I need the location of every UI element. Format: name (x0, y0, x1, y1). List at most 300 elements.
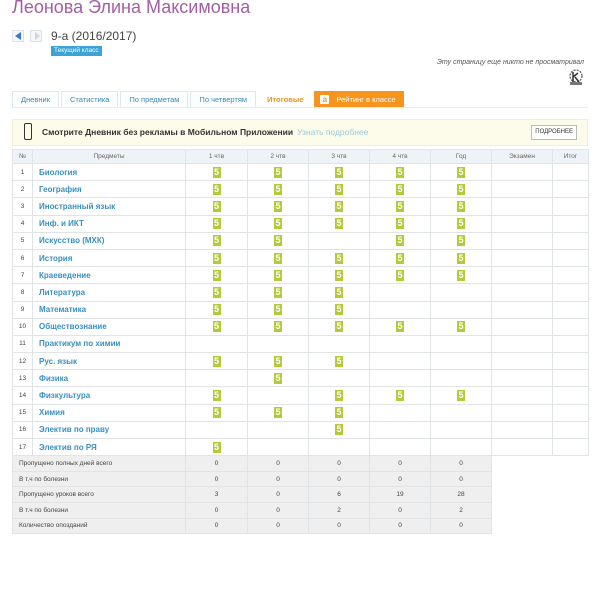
grade-mark[interactable]: 5 (275, 252, 281, 263)
learn-more-link[interactable]: Узнать подробнее (297, 127, 369, 137)
grade-cell (492, 370, 553, 387)
subject-link[interactable]: Искусство (МХК) (33, 232, 186, 249)
grade-cell (309, 198, 370, 215)
grade-cell (370, 353, 431, 370)
grade-mark[interactable]: 5 (397, 235, 403, 246)
table-row (13, 249, 589, 266)
summary-value: 0 (431, 471, 492, 487)
row-number: 7 (13, 267, 33, 284)
grade-cell (431, 370, 492, 387)
subject-link[interactable]: Практикум по химии (33, 335, 186, 352)
grade-cell (370, 370, 431, 387)
grade-mark[interactable]: 5 (458, 390, 464, 401)
table-row (13, 164, 589, 181)
grade-cell (553, 267, 589, 284)
col-header-q2: 2 чтв (248, 150, 309, 164)
grade-cell (370, 439, 431, 456)
grade-mark[interactable]: 5 (275, 304, 281, 315)
grade-cell (186, 215, 248, 232)
grade-cell (248, 181, 309, 198)
grade-mark[interactable]: 5 (336, 286, 342, 297)
grade-mark[interactable]: 5 (397, 218, 403, 229)
grade-cell (248, 421, 309, 438)
grade-cell (431, 267, 492, 284)
summary-row (13, 487, 589, 503)
grade-cell (309, 421, 370, 438)
subject-link[interactable]: Краеведение (33, 267, 186, 284)
grade-cell (186, 404, 248, 421)
grade-mark[interactable]: 5 (213, 286, 219, 297)
table-header-row (13, 150, 589, 164)
grade-mark[interactable]: 5 (275, 372, 281, 383)
grade-mark[interactable]: 5 (458, 183, 464, 194)
grade-cell (553, 249, 589, 266)
grade-cell (186, 421, 248, 438)
current-class-badge: Текущий класс (51, 46, 102, 56)
grade-cell (186, 181, 248, 198)
grade-mark[interactable]: 5 (275, 235, 281, 246)
grade-cell (370, 284, 431, 301)
grade-cell (248, 198, 309, 215)
row-number: 15 (13, 404, 33, 421)
subject-link[interactable]: История (33, 249, 186, 266)
grade-cell (431, 318, 492, 335)
grade-mark[interactable]: 5 (336, 166, 342, 177)
grade-mark[interactable]: 5 (275, 355, 281, 366)
grade-cell (492, 284, 553, 301)
grade-cell (553, 404, 589, 421)
row-number: 9 (13, 301, 33, 318)
subject-link[interactable]: География (33, 181, 186, 198)
arrow-right-icon (35, 32, 40, 40)
grade-mark[interactable]: 5 (275, 286, 281, 297)
grade-mark[interactable]: 5 (458, 252, 464, 263)
grade-mark[interactable]: 5 (213, 407, 219, 418)
summary-value: 0 (186, 518, 248, 534)
summary-value: 0 (370, 471, 431, 487)
grade-cell (492, 249, 553, 266)
grade-cell (186, 284, 248, 301)
summary-value: 0 (431, 456, 492, 472)
grade-mark[interactable]: 5 (397, 200, 403, 211)
grade-cell (248, 249, 309, 266)
tab-statistics[interactable]: Статистика (61, 91, 118, 107)
summary-value: 6 (309, 487, 370, 503)
grade-cell (431, 353, 492, 370)
grade-cell (370, 387, 431, 404)
grade-mark[interactable]: 5 (336, 304, 342, 315)
subject-link[interactable]: Электив по праву (33, 421, 186, 438)
grade-cell (309, 335, 370, 352)
col-header-q1: 1 чтв (186, 150, 248, 164)
grade-cell (492, 335, 553, 352)
grade-cell (553, 284, 589, 301)
grade-cell (492, 232, 553, 249)
grade-cell (492, 353, 553, 370)
grade-cell (309, 404, 370, 421)
row-number: 1 (13, 164, 33, 181)
page-views-note: Эту страницу еще никто не просматривал (436, 59, 584, 66)
grade-cell (370, 335, 431, 352)
tab-by-subjects[interactable]: По предметам (120, 91, 188, 107)
grade-cell (248, 284, 309, 301)
summary-value: 0 (186, 502, 248, 518)
table-row (13, 404, 589, 421)
grade-cell (553, 232, 589, 249)
grade-cell (553, 215, 589, 232)
summary-value: 28 (431, 487, 492, 503)
grade-cell (370, 249, 431, 266)
col-header-final: Итог (553, 150, 589, 164)
grade-cell (248, 232, 309, 249)
row-number: 16 (13, 421, 33, 438)
table-row (13, 318, 589, 335)
empty-cell (492, 487, 553, 503)
summary-value: 0 (186, 456, 248, 472)
grade-mark[interactable]: 5 (336, 252, 342, 263)
grade-mark[interactable]: 5 (275, 321, 281, 332)
grade-cell (248, 335, 309, 352)
grade-cell (553, 370, 589, 387)
grade-cell (492, 301, 553, 318)
grade-mark[interactable]: 5 (336, 183, 342, 194)
table-row (13, 301, 589, 318)
summary-label: Пропущено уроков всего (13, 487, 186, 503)
table-row (13, 267, 589, 284)
grade-mark[interactable]: 5 (213, 200, 219, 211)
grade-cell (431, 164, 492, 181)
grade-cell (370, 181, 431, 198)
summary-value: 0 (248, 487, 309, 503)
row-number: 3 (13, 198, 33, 215)
col-header-subjects: Предметы (33, 150, 186, 164)
grade-mark[interactable]: 5 (336, 424, 342, 435)
table-row (13, 181, 589, 198)
grade-cell (492, 198, 553, 215)
grade-cell (492, 318, 553, 335)
grade-cell (370, 164, 431, 181)
empty-cell (553, 487, 589, 503)
grade-mark[interactable]: 5 (397, 390, 403, 401)
summary-value: 0 (248, 456, 309, 472)
empty-cell (553, 471, 589, 487)
grade-mark[interactable]: 5 (397, 269, 403, 280)
subject-link[interactable]: Инф. и ИКТ (33, 215, 186, 232)
subject-link[interactable]: Литература (33, 284, 186, 301)
summary-value: 0 (309, 456, 370, 472)
grade-cell (309, 284, 370, 301)
grade-mark[interactable]: 5 (213, 304, 219, 315)
grade-cell (492, 421, 553, 438)
arrow-left-icon (15, 32, 21, 40)
grade-mark[interactable]: 5 (275, 218, 281, 229)
grade-cell (248, 404, 309, 421)
grade-cell (248, 267, 309, 284)
grade-cell (186, 164, 248, 181)
empty-cell (553, 518, 589, 534)
grade-cell (186, 318, 248, 335)
stamp-icon (568, 68, 584, 86)
summary-value: 0 (248, 471, 309, 487)
grade-cell (309, 318, 370, 335)
grade-mark[interactable]: 5 (275, 269, 281, 280)
grade-cell (186, 335, 248, 352)
grade-cell (309, 164, 370, 181)
grade-cell (248, 164, 309, 181)
table-row (13, 370, 589, 387)
grade-mark[interactable]: 5 (213, 252, 219, 263)
summary-row (13, 502, 589, 518)
grade-cell (431, 249, 492, 266)
grade-mark[interactable]: 5 (336, 407, 342, 418)
grade-mark[interactable]: 5 (213, 218, 219, 229)
next-class-button[interactable] (30, 30, 42, 42)
grade-mark[interactable]: 5 (397, 321, 403, 332)
grade-cell (186, 301, 248, 318)
row-number: 12 (13, 353, 33, 370)
row-number: 4 (13, 215, 33, 232)
grade-cell (553, 439, 589, 456)
col-header-q4: 4 чтв (370, 150, 431, 164)
grade-cell (431, 421, 492, 438)
col-header-year: Год (431, 150, 492, 164)
table-row (13, 421, 589, 438)
grade-cell (492, 404, 553, 421)
grade-mark[interactable]: 5 (336, 269, 342, 280)
grade-mark[interactable]: 5 (336, 321, 342, 332)
grade-cell (309, 181, 370, 198)
summary-row (13, 471, 589, 487)
grade-cell (553, 198, 589, 215)
row-number: 17 (13, 439, 33, 456)
grade-cell (309, 439, 370, 456)
grade-mark[interactable]: 5 (336, 200, 342, 211)
row-number: 2 (13, 181, 33, 198)
grade-cell (553, 387, 589, 404)
grade-mark[interactable]: 5 (213, 269, 219, 280)
grade-mark[interactable]: 5 (458, 200, 464, 211)
grade-cell (553, 164, 589, 181)
grade-cell (370, 404, 431, 421)
grade-cell (431, 439, 492, 456)
grade-mark[interactable]: 5 (213, 390, 219, 401)
grade-mark[interactable]: 5 (336, 390, 342, 401)
row-number: 11 (13, 335, 33, 352)
summary-label: В т.ч по болезни (13, 502, 186, 518)
summary-label: Пропущено полных дней всего (13, 456, 186, 472)
grade-cell (186, 267, 248, 284)
grade-cell (431, 181, 492, 198)
grade-mark[interactable]: 5 (458, 166, 464, 177)
grade-cell (370, 232, 431, 249)
mobile-app-banner (12, 119, 588, 146)
table-row (13, 232, 589, 249)
banner-message: Смотрите Дневник без рекламы в Мобильном Приложении (42, 127, 294, 137)
col-header-exam: Экзамен (492, 150, 553, 164)
previous-class-button[interactable] (12, 30, 24, 42)
empty-cell (553, 502, 589, 518)
grade-cell (370, 267, 431, 284)
grade-mark[interactable]: 5 (336, 218, 342, 229)
summary-value: 0 (309, 518, 370, 534)
grade-mark[interactable]: 5 (213, 183, 219, 194)
grade-cell (186, 353, 248, 370)
grade-cell (248, 301, 309, 318)
empty-cell (492, 502, 553, 518)
grade-cell (309, 215, 370, 232)
grade-cell (553, 181, 589, 198)
grade-cell (248, 318, 309, 335)
tab-by-quarters[interactable]: По четвертям (190, 91, 256, 107)
grade-cell (309, 301, 370, 318)
subject-link[interactable]: Физкультура (33, 387, 186, 404)
grade-cell (248, 439, 309, 456)
banner-text (42, 127, 368, 137)
grade-cell (370, 215, 431, 232)
grade-mark[interactable]: 5 (458, 269, 464, 280)
grade-mark[interactable]: 5 (275, 183, 281, 194)
grade-cell (553, 318, 589, 335)
subject-link[interactable]: Обществознание (33, 318, 186, 335)
subject-link[interactable]: Электив по РЯ (33, 439, 186, 456)
tab-diary[interactable]: Дневник (12, 91, 59, 107)
grade-mark[interactable]: 5 (275, 407, 281, 418)
grade-mark[interactable]: 5 (275, 200, 281, 211)
empty-cell (492, 471, 553, 487)
grade-cell (309, 249, 370, 266)
grade-mark[interactable]: 5 (213, 321, 219, 332)
summary-value: 19 (370, 487, 431, 503)
table-row (13, 439, 589, 456)
subject-link[interactable]: Биология (33, 164, 186, 181)
grade-cell (431, 301, 492, 318)
grade-cell (370, 318, 431, 335)
grade-cell (431, 198, 492, 215)
grade-cell (492, 267, 553, 284)
subject-link[interactable]: Физика (33, 370, 186, 387)
summary-row (13, 518, 589, 534)
grades-table (12, 149, 589, 534)
grade-cell (553, 335, 589, 352)
summary-label: В т.ч по болезни (13, 471, 186, 487)
phone-icon (24, 123, 32, 140)
grade-mark[interactable]: 5 (213, 235, 219, 246)
tab-final[interactable]: Итоговые (258, 91, 312, 107)
row-number: 5 (13, 232, 33, 249)
grade-cell (431, 215, 492, 232)
grade-cell (370, 301, 431, 318)
grade-cell (186, 249, 248, 266)
empty-cell (553, 456, 589, 472)
grade-mark[interactable]: 5 (397, 166, 403, 177)
grade-cell (492, 215, 553, 232)
row-number: 14 (13, 387, 33, 404)
tab-class-rating[interactable] (314, 91, 403, 107)
grade-mark[interactable]: 5 (275, 166, 281, 177)
grade-mark[interactable]: 5 (397, 183, 403, 194)
grade-cell (553, 353, 589, 370)
grade-cell (309, 370, 370, 387)
grade-cell (431, 387, 492, 404)
summary-value: 2 (309, 502, 370, 518)
grade-cell (248, 215, 309, 232)
grade-mark[interactable]: 5 (397, 252, 403, 263)
grade-mark[interactable]: 5 (213, 355, 219, 366)
empty-cell (492, 518, 553, 534)
table-row (13, 198, 589, 215)
grade-cell (431, 335, 492, 352)
empty-cell (492, 456, 553, 472)
summary-value: 3 (186, 487, 248, 503)
grade-cell (186, 370, 248, 387)
grade-cell (309, 232, 370, 249)
table-row (13, 284, 589, 301)
grade-cell (248, 387, 309, 404)
summary-value: 0 (370, 518, 431, 534)
grade-cell (248, 370, 309, 387)
subject-link[interactable]: Рус. язык (33, 353, 186, 370)
grade-cell (492, 439, 553, 456)
summary-row (13, 456, 589, 472)
grade-mark[interactable]: 5 (213, 441, 219, 452)
class-name: 9-а (2016/2017) (51, 29, 137, 43)
grade-mark[interactable]: 5 (458, 218, 464, 229)
summary-value: 0 (431, 518, 492, 534)
subject-link[interactable]: Математика (33, 301, 186, 318)
grade-cell (431, 232, 492, 249)
col-header-number: № (13, 150, 33, 164)
grade-cell (309, 387, 370, 404)
more-details-button[interactable]: ПОДРОБНЕЕ (531, 125, 577, 140)
summary-label: Количество опозданий (13, 518, 186, 534)
summary-value: 2 (431, 502, 492, 518)
grade-cell (186, 439, 248, 456)
row-number: 13 (13, 370, 33, 387)
grade-cell (431, 404, 492, 421)
summary-value: 0 (309, 471, 370, 487)
table-row (13, 335, 589, 352)
grade-mark[interactable]: 5 (458, 321, 464, 332)
grade-cell (370, 421, 431, 438)
tab-class-rating-label: Рейтинг в классе (336, 94, 396, 104)
grade-mark[interactable]: 5 (213, 166, 219, 177)
grade-mark[interactable]: 5 (458, 235, 464, 246)
grade-cell (248, 353, 309, 370)
grade-cell (186, 232, 248, 249)
grade-mark[interactable]: 5 (336, 355, 342, 366)
tabs-divider (12, 107, 588, 108)
grade-cell (492, 181, 553, 198)
subject-link[interactable]: Химия (33, 404, 186, 421)
subject-link[interactable]: Иностранный язык (33, 198, 186, 215)
summary-value: 0 (186, 471, 248, 487)
row-number: 10 (13, 318, 33, 335)
summary-value: 0 (248, 518, 309, 534)
table-row (13, 353, 589, 370)
col-header-q3: 3 чтв (309, 150, 370, 164)
grade-cell (370, 198, 431, 215)
row-number: 6 (13, 249, 33, 266)
tabs-bar (12, 91, 406, 107)
summary-value: 0 (370, 502, 431, 518)
summary-value: 0 (248, 502, 309, 518)
grade-cell (309, 267, 370, 284)
grade-cell (431, 284, 492, 301)
grade-cell (492, 387, 553, 404)
summary-value: 0 (370, 456, 431, 472)
grade-cell (309, 353, 370, 370)
grade-cell (553, 421, 589, 438)
